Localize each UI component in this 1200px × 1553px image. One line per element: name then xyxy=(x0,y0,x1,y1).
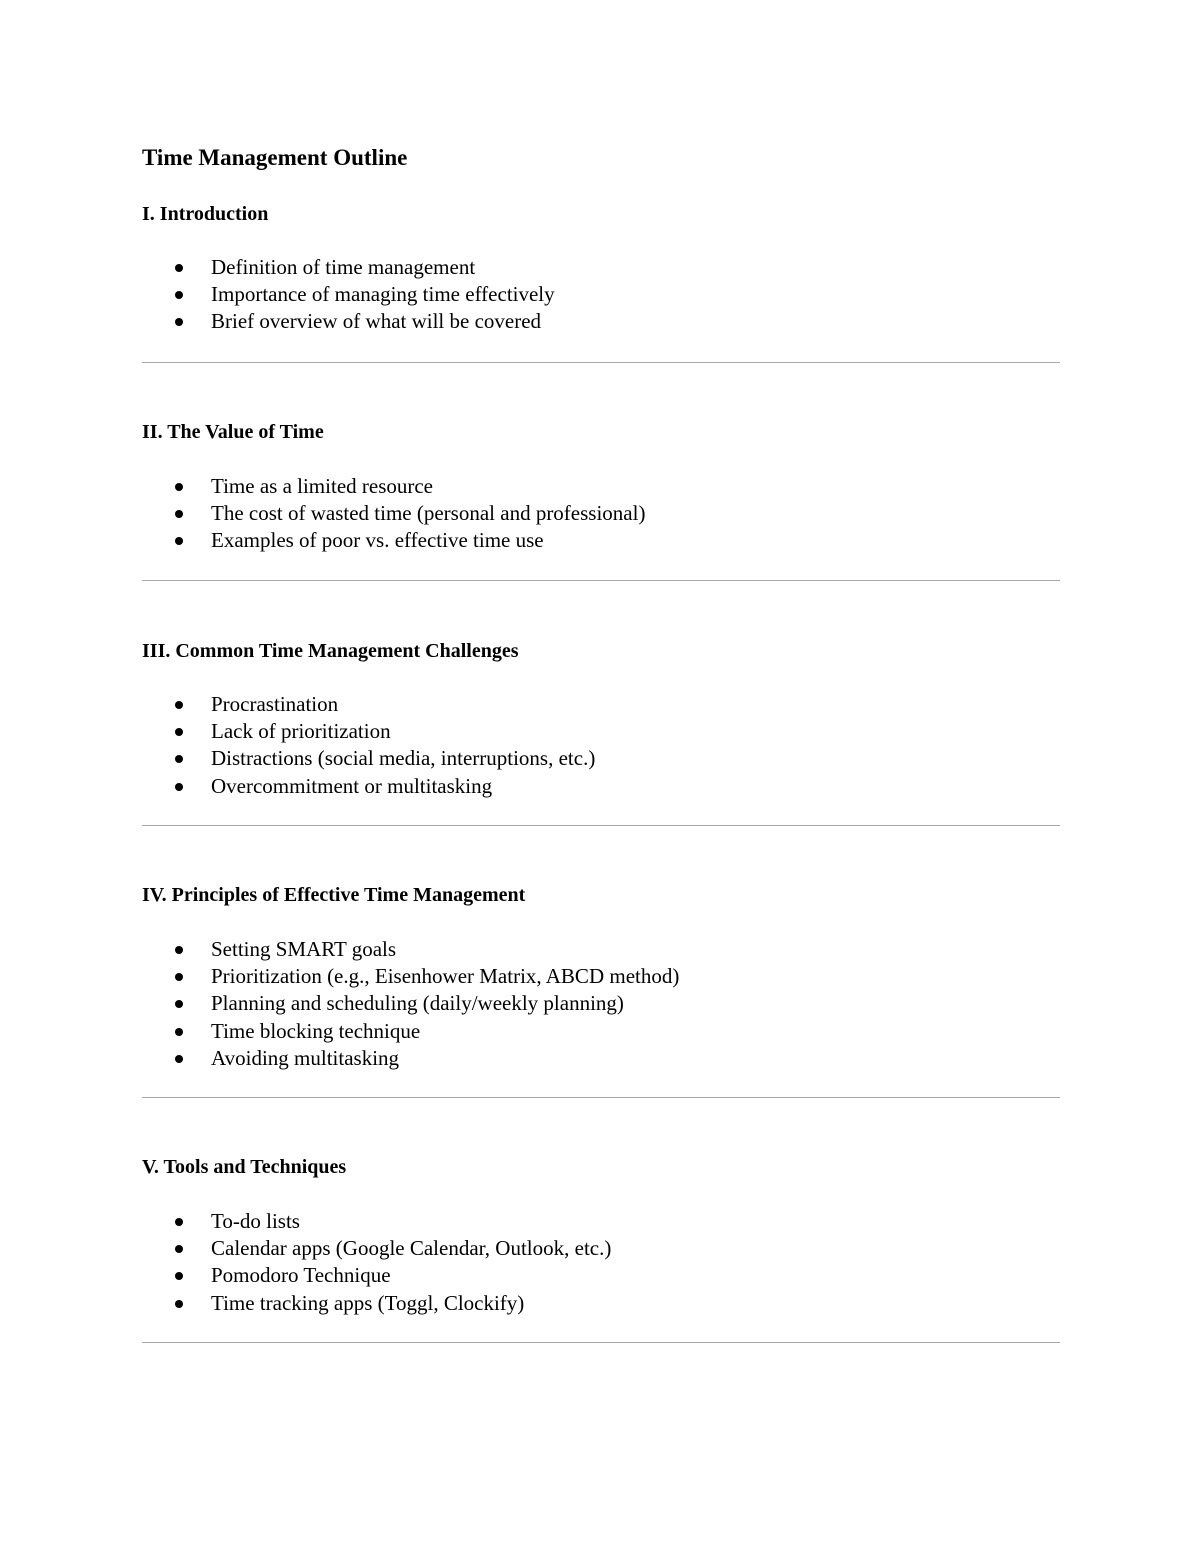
list-item-text: Planning and scheduling (daily/weekly planning) xyxy=(211,991,624,1016)
list-item xyxy=(142,990,1060,1017)
section-divider xyxy=(142,580,1060,581)
bullet-icon xyxy=(175,973,183,981)
bullet-icon xyxy=(175,1000,183,1008)
list-item-text: Distractions (social media, interruptions, etc.) xyxy=(211,746,596,771)
list-item-text: Overcommitment or multitasking xyxy=(211,773,493,798)
list-item-text: Calendar apps (Google Calendar, Outlook, etc.) xyxy=(211,1236,612,1261)
bullet-icon xyxy=(175,1028,183,1036)
list-item-text: Setting SMART goals xyxy=(211,937,397,961)
bullet-icon xyxy=(175,318,183,326)
document-title: Time Management Outline xyxy=(142,145,408,170)
list-item xyxy=(142,936,1060,963)
bullet-icon xyxy=(175,946,183,954)
bullet-icon xyxy=(175,1300,183,1308)
list-item xyxy=(142,527,1060,554)
bullet-icon xyxy=(175,1055,183,1063)
list-item-text: Avoiding multitasking xyxy=(211,1045,400,1070)
list-item xyxy=(142,773,1060,800)
list-item-text: Time tracking apps (Toggl, Clockify) xyxy=(211,1290,525,1315)
list-item-text: The cost of wasted time (personal and professional) xyxy=(211,501,646,526)
list-item xyxy=(142,1290,1060,1317)
bullet-icon xyxy=(175,783,183,791)
bullet-list xyxy=(142,1208,1060,1317)
section-introduction xyxy=(142,200,1060,336)
bullet-list xyxy=(142,473,1060,555)
list-item-text: Examples of poor vs. effective time use xyxy=(211,528,544,553)
bullet-icon xyxy=(175,510,183,518)
bullet-icon xyxy=(175,1218,183,1226)
bullet-icon xyxy=(175,701,183,709)
list-item xyxy=(142,1018,1060,1045)
section-heading: V. Tools and Techniques xyxy=(142,1156,347,1178)
bullet-icon xyxy=(175,1272,183,1280)
list-item-text: Lack of prioritization xyxy=(211,719,391,744)
section-heading: I. Introduction xyxy=(142,203,269,225)
bullet-icon xyxy=(175,728,183,736)
list-item-text: Time as a limited resource xyxy=(211,474,434,498)
bullet-list xyxy=(142,254,1060,336)
bullet-icon xyxy=(175,483,183,491)
list-item-text: Prioritization (e.g., Eisenhower Matrix, ABCD method) xyxy=(211,964,680,989)
section-tools xyxy=(142,1153,1060,1317)
list-item-text: Procrastination xyxy=(211,692,339,716)
bullet-icon xyxy=(175,264,183,272)
bullet-icon xyxy=(175,537,183,545)
list-item xyxy=(142,1208,1060,1235)
list-item xyxy=(142,691,1060,718)
list-item xyxy=(142,1262,1060,1289)
list-item xyxy=(142,745,1060,772)
section-heading: II. The Value of Time xyxy=(142,421,324,443)
list-item-text: Pomodoro Technique xyxy=(211,1263,391,1288)
bullet-list xyxy=(142,691,1060,800)
list-item xyxy=(142,308,1060,335)
list-item-text: To-do lists xyxy=(211,1209,300,1233)
list-item-text: Definition of time management xyxy=(211,255,476,279)
bullet-icon xyxy=(175,755,183,763)
list-item xyxy=(142,500,1060,527)
section-divider xyxy=(142,1342,1060,1343)
section-divider xyxy=(142,1097,1060,1098)
section-divider xyxy=(142,362,1060,363)
list-item xyxy=(142,254,1060,281)
bullet-icon xyxy=(175,1245,183,1253)
list-item xyxy=(142,1045,1060,1072)
list-item xyxy=(142,963,1060,990)
bullet-icon xyxy=(175,291,183,299)
section-principles xyxy=(142,881,1060,1072)
section-divider xyxy=(142,825,1060,826)
list-item xyxy=(142,718,1060,745)
list-item xyxy=(142,473,1060,500)
list-item xyxy=(142,1235,1060,1262)
list-item-text: Importance of managing time effectively xyxy=(211,282,555,307)
section-heading: III. Common Time Management Challenges xyxy=(142,640,519,662)
section-value-of-time xyxy=(142,418,1060,555)
section-challenges xyxy=(142,637,1060,800)
list-item-text: Brief overview of what will be covered xyxy=(211,309,542,334)
bullet-list xyxy=(142,936,1060,1072)
list-item-text: Time blocking technique xyxy=(211,1018,421,1043)
list-item xyxy=(142,281,1060,308)
section-heading: IV. Principles of Effective Time Management xyxy=(142,884,526,906)
